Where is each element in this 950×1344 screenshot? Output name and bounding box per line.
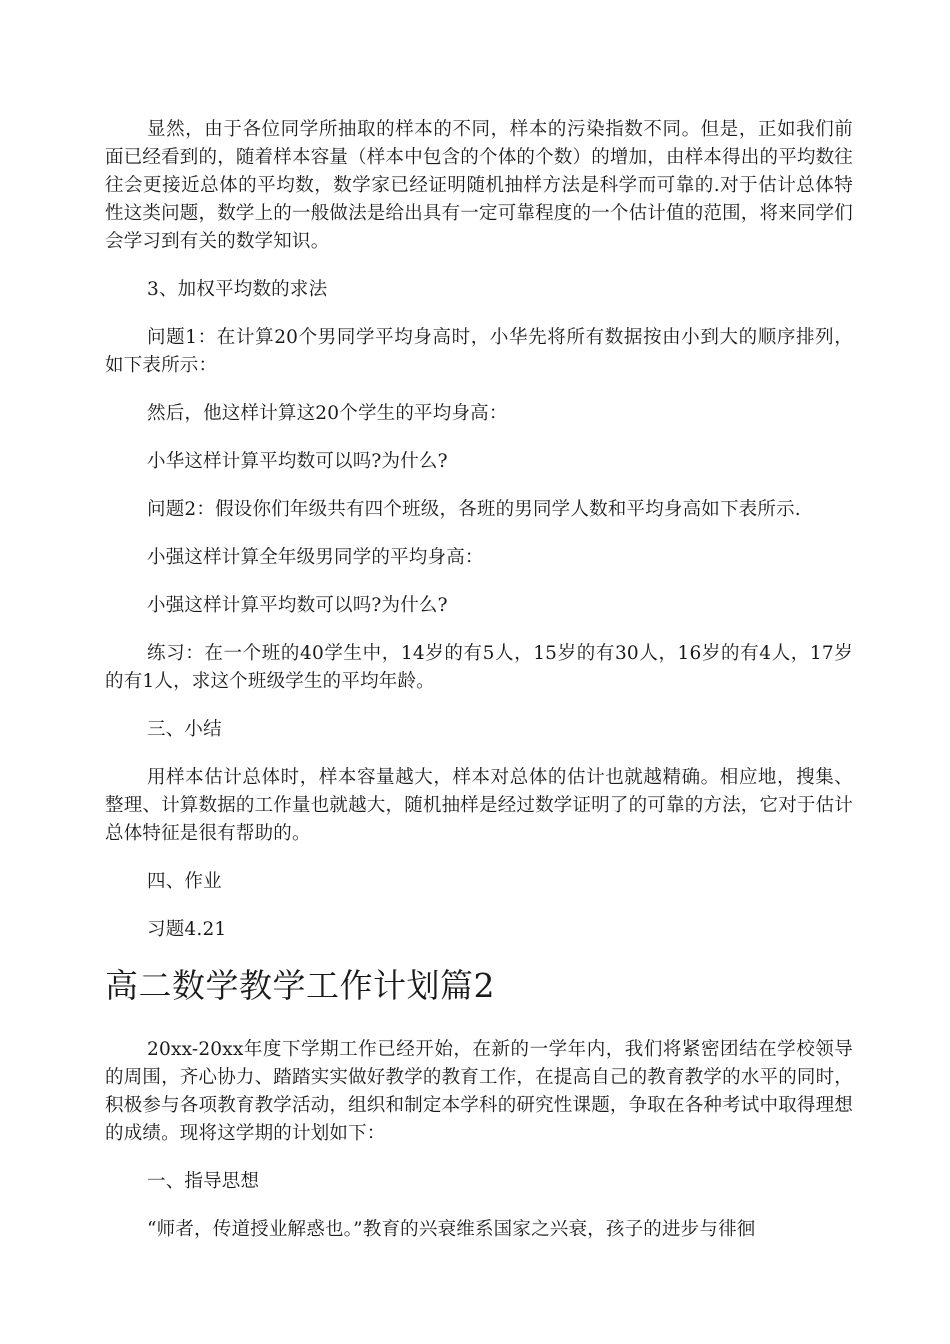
paragraph-homework: 习题4.21	[147, 919, 227, 940]
paragraph-xiaoqiang-question: 小强这样计算平均数可以吗?为什么?	[147, 595, 448, 616]
heading-plan-2: 高二数学教学工作计划篇2	[105, 966, 495, 1005]
section-guiding-ideology: 一、指导思想	[147, 1171, 260, 1192]
paragraph-exercise: 练习：在一个班的40学生中，14岁的有5人，15岁的有30人，16岁的有4人，17岁的有1人，求这个班级学生的平均年龄。	[105, 643, 853, 692]
document-page	[105, 116, 853, 1264]
section-summary: 三、小结	[147, 719, 222, 740]
paragraph-summary: 用样本估计总体时，样本容量越大，样本对总体的估计也就越精确。相应地，搜集、整理、计算数据的工作量也就越大，随机抽样是经过数学证明了的可靠的方法，它对于估计总体特征是很有帮助的。	[105, 767, 854, 844]
paragraph-xiaohua-question: 小华这样计算平均数可以吗?为什么?	[147, 451, 448, 472]
section-weighted-mean: 3、加权平均数的求法	[147, 279, 328, 300]
paragraph-teacher-quote: “师者，传道授业解惑也。”教育的兴衰维系国家之兴衰，孩子的进步与徘徊	[147, 1219, 756, 1240]
paragraph-question-1: 问题1：在计算20个男同学平均身高时，小华先将所有数据按由小到大的顺序排列，如下表所示：	[105, 327, 853, 376]
paragraph-xiaohua-calc: 然后，他这样计算这20个学生的平均身高：	[147, 403, 508, 424]
paragraph-question-2: 问题2：假设你们年级共有四个班级，各班的男同学人数和平均身高如下表所示.	[147, 499, 801, 520]
paragraph-sampling-conclusion: 显然，由于各位同学所抽取的样本的不同，样本的污染指数不同。但是，正如我们前面已经看到的，随着样本容量（样本中包含的个体的个数）的增加，由样本得出的平均数往往会更接近总体的平均数，数学家已经证明随机抽样方法是科学而可靠的.对于估计总体特性这类问题，数学上的一般做法是给出具有一定可靠程度的一个估计值的范围，将来同学们会学习到有关的数学知识。	[105, 119, 854, 252]
paragraph-plan-intro: 20xx-20xx年度下学期工作已经开始，在新的一学年内，我们将紧密团结在学校领导的周围，齐心协力、踏踏实实做好教学的教育工作，在提高自己的教育教学的水平的同时，积极参与各项教育教学活动，组织和制定本学科的研究性课题，争取在各种考试中取得理想的成绩。现将这学期的计划如下：	[105, 1039, 854, 1144]
paragraph-xiaoqiang-calc: 小强这样计算全年级男同学的平均身高：	[147, 547, 484, 568]
section-homework: 四、作业	[147, 871, 222, 892]
